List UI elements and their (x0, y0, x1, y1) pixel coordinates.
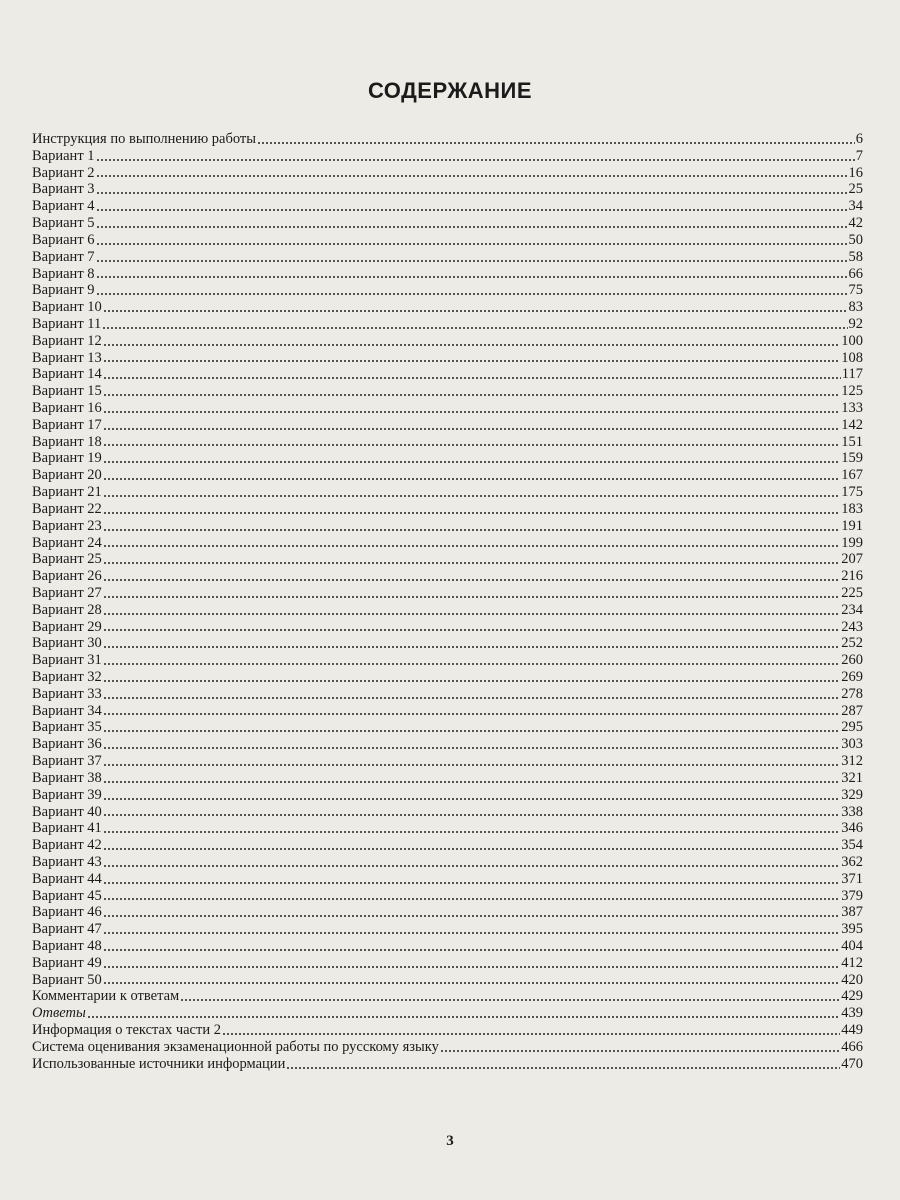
toc-entry-page: 183 (841, 500, 863, 517)
toc-entry (32, 602, 863, 619)
toc-entry-label: Вариант 21 (32, 484, 102, 501)
dot-leader (96, 225, 848, 229)
toc-entry-label: Вариант 37 (32, 753, 102, 770)
toc-entry (32, 568, 863, 585)
dot-leader (180, 998, 840, 1002)
dot-leader (103, 763, 840, 767)
toc-entry-label: Вариант 10 (32, 299, 102, 316)
toc-entry-page: 412 (841, 954, 863, 971)
toc-entry-page: 295 (841, 719, 863, 736)
toc-entry (32, 1022, 863, 1039)
dot-leader (103, 981, 840, 985)
toc-entry-page: 175 (841, 484, 863, 501)
toc-entry-label: Вариант 45 (32, 887, 102, 904)
dot-leader (103, 830, 840, 834)
toc-entry-page: 439 (841, 1005, 863, 1022)
toc-entry-label: Вариант 12 (32, 332, 102, 349)
dot-leader (222, 1032, 840, 1036)
dot-leader (103, 528, 840, 532)
toc-entry (32, 635, 863, 652)
dot-leader (103, 813, 840, 817)
page-number: 3 (446, 1133, 454, 1149)
dot-leader (103, 696, 840, 700)
toc-entry-label: Вариант 6 (32, 231, 95, 248)
toc-entry (32, 266, 863, 283)
dot-leader (103, 847, 840, 851)
dot-leader (103, 443, 840, 447)
toc-entry-label: Вариант 41 (32, 820, 102, 837)
toc-entry-page: 379 (841, 887, 863, 904)
toc-entry (32, 316, 863, 333)
toc-entry (32, 484, 863, 501)
dot-leader (96, 242, 848, 246)
dot-leader (103, 410, 840, 414)
toc-entry (32, 652, 863, 669)
toc-entry-page: 66 (848, 265, 863, 282)
toc-entry-label: Вариант 30 (32, 635, 102, 652)
dot-leader (103, 628, 840, 632)
dot-leader (96, 158, 855, 162)
toc-entry (32, 131, 863, 148)
toc-entry-page: 303 (841, 736, 863, 753)
toc-entry-label: Вариант 48 (32, 938, 102, 954)
toc-entry-label: Вариант 50 (32, 971, 102, 988)
toc-entry-page: 216 (841, 568, 863, 585)
toc-entry-page: 207 (841, 551, 863, 568)
toc-entry (32, 249, 863, 266)
toc-entry-page: 449 (841, 1022, 863, 1039)
toc-entry-page: 252 (841, 635, 863, 652)
dot-leader (103, 897, 840, 901)
toc-entry (32, 1039, 863, 1056)
toc-entry-page: 387 (841, 904, 863, 921)
toc-entry-page: 362 (841, 853, 863, 870)
toc-entry (32, 400, 863, 417)
toc-entry-label: Ответы (32, 1005, 86, 1022)
toc-entry-label: Вариант 29 (32, 618, 102, 635)
dot-leader (87, 1015, 840, 1019)
toc-entry (32, 232, 863, 249)
toc-entry-label: Комментарии к ответам (32, 988, 180, 1005)
toc-entry-page: 395 (841, 921, 863, 938)
toc-entry-page: 429 (841, 988, 863, 1005)
toc-entry (32, 972, 863, 989)
toc-entry-page: 199 (841, 534, 863, 551)
toc-entry (32, 282, 863, 299)
dot-leader (103, 595, 840, 599)
toc-entry-label: Информация о текстах части 2 (32, 1022, 221, 1039)
toc-entry (32, 350, 863, 367)
toc-entry-page: 50 (848, 231, 863, 248)
dot-leader (257, 141, 855, 145)
toc-entry-page: 117 (841, 366, 863, 383)
dot-leader (440, 1049, 840, 1053)
dot-leader (103, 645, 840, 649)
toc-entry-label: Вариант 31 (32, 652, 102, 669)
dot-leader (96, 191, 848, 195)
toc-entry-page: 58 (848, 248, 863, 265)
toc-entry-page: 234 (841, 601, 863, 618)
dot-leader (103, 393, 840, 397)
toc-entry-page: 338 (841, 803, 863, 820)
toc-entry (32, 551, 863, 568)
toc-entry-page: 92 (848, 315, 863, 332)
dot-leader (103, 494, 840, 498)
toc-entry-label: Вариант 18 (32, 433, 102, 450)
toc-entry (32, 871, 863, 888)
toc-entry (32, 299, 863, 316)
toc-entry-page: 108 (841, 349, 863, 366)
toc-entry-label: Вариант 17 (32, 416, 102, 433)
dot-leader (103, 376, 841, 380)
toc-entry-label: Вариант 47 (32, 921, 102, 938)
dot-leader (103, 309, 848, 313)
toc-entry-label: Вариант 24 (32, 534, 102, 551)
toc-entry (32, 165, 863, 182)
toc-entry-label: Вариант 5 (32, 215, 95, 232)
dot-leader (96, 174, 848, 178)
toc-entry (32, 753, 863, 770)
toc-entry-label: Инструкция по выполнению работы (32, 131, 256, 147)
toc-entry (32, 904, 863, 921)
toc-entry-page: 159 (841, 450, 863, 467)
toc-entry (32, 450, 863, 467)
toc-entry-page: 312 (841, 753, 863, 770)
toc-entry (32, 333, 863, 350)
dot-leader (103, 712, 840, 716)
dot-leader (103, 864, 840, 868)
toc-entry-page: 25 (848, 181, 863, 198)
toc-entry (32, 921, 863, 938)
toc-entry-page: 321 (841, 769, 863, 786)
toc-entry-label: Вариант 8 (32, 265, 95, 282)
toc-entry-page: 260 (841, 652, 863, 669)
toc-entry-label: Вариант 28 (32, 601, 102, 618)
toc-entry-page: 100 (841, 332, 863, 349)
toc-entry-page: 16 (848, 164, 863, 181)
toc-entry (32, 837, 863, 854)
toc-entry-page: 420 (841, 971, 863, 988)
toc-entry (32, 988, 863, 1005)
toc-entry-label: Вариант 44 (32, 870, 102, 887)
dot-leader (102, 326, 847, 330)
toc-entry (32, 719, 863, 736)
toc-entry-label: Вариант 14 (32, 366, 102, 383)
toc-entry (32, 148, 863, 165)
toc-entry (32, 366, 863, 383)
toc-entry (32, 820, 863, 837)
toc-entry-label: Вариант 16 (32, 400, 102, 416)
dot-leader (96, 275, 848, 279)
dot-leader (103, 544, 840, 548)
dot-leader (103, 679, 840, 683)
toc-entry (32, 535, 863, 552)
toc-entry-label: Вариант 42 (32, 837, 102, 854)
toc-entry-label: Вариант 39 (32, 786, 102, 803)
toc-entry (32, 181, 863, 198)
toc-entry-page: 34 (848, 198, 863, 215)
toc-entry (32, 888, 863, 905)
toc-entry-page: 354 (841, 837, 863, 854)
page-title: СОДЕРЖАНИЕ (367, 78, 533, 103)
toc-entry-label: Вариант 34 (32, 702, 102, 719)
dot-leader (96, 292, 848, 296)
toc-entry-label: Вариант 43 (32, 853, 102, 870)
dot-leader (103, 914, 840, 918)
toc-entry-label: Вариант 33 (32, 685, 102, 702)
toc-entry (32, 669, 863, 686)
toc-entry-page: 404 (841, 938, 863, 954)
toc-entry-page: 225 (841, 584, 863, 601)
toc-entry (32, 854, 863, 871)
dot-leader (103, 343, 840, 347)
toc-entry-label: Вариант 36 (32, 736, 102, 753)
dot-leader (103, 477, 840, 481)
toc-entry-page: 42 (848, 215, 863, 232)
toc-entry-page: 133 (841, 400, 863, 416)
toc-entry (32, 585, 863, 602)
toc-entry (32, 1056, 863, 1073)
toc-entry-label: Вариант 20 (32, 467, 102, 484)
toc-entry-page: 142 (841, 416, 863, 433)
toc-entry (32, 770, 863, 787)
toc-entry (32, 736, 863, 753)
toc-entry-page: 7 (855, 147, 863, 164)
toc-entry-label: Вариант 35 (32, 719, 102, 736)
toc-entry-page: 269 (841, 669, 863, 685)
dot-leader (96, 259, 848, 263)
toc-entry-label: Вариант 25 (32, 551, 102, 568)
dot-leader (103, 578, 840, 582)
toc-entry (32, 518, 863, 535)
toc-entry (32, 787, 863, 804)
dot-leader (286, 1066, 840, 1070)
toc-entry-label: Вариант 27 (32, 584, 102, 601)
toc-entry (32, 955, 863, 972)
toc-entry-label: Вариант 15 (32, 383, 102, 400)
toc-entry-page: 75 (848, 282, 863, 299)
toc-entry-page: 329 (841, 786, 863, 803)
dot-leader (103, 746, 840, 750)
toc-entry-label: Вариант 7 (32, 248, 95, 265)
dot-leader (96, 208, 848, 212)
toc-entry (32, 417, 863, 434)
toc-entry-label: Вариант 9 (32, 282, 95, 299)
dot-leader (103, 612, 840, 616)
dot-leader (103, 427, 840, 431)
toc-entry-label: Вариант 11 (32, 315, 102, 332)
dot-leader (103, 931, 840, 935)
dot-leader (103, 662, 840, 666)
toc-entry-label: Вариант 46 (32, 904, 102, 921)
toc-entry-label: Вариант 23 (32, 517, 102, 534)
toc-entry-label: Вариант 32 (32, 669, 102, 685)
dot-leader (103, 729, 840, 733)
toc-entry-page: 125 (841, 383, 863, 400)
toc-entry-page: 466 (841, 1038, 863, 1055)
dot-leader (103, 359, 840, 363)
toc-entry-page: 191 (841, 517, 863, 534)
toc-entry (32, 215, 863, 232)
dot-leader (103, 881, 840, 885)
toc-entry-label: Вариант 4 (32, 198, 95, 215)
table-of-contents (32, 131, 863, 1073)
toc-entry (32, 198, 863, 215)
toc-entry (32, 703, 863, 720)
toc-entry-label: Вариант 2 (32, 164, 95, 181)
toc-entry-label: Вариант 1 (32, 147, 95, 164)
toc-entry-page: 371 (841, 870, 863, 887)
toc-entry (32, 619, 863, 636)
dot-leader (103, 780, 840, 784)
dot-leader (103, 797, 840, 801)
toc-entry (32, 467, 863, 484)
toc-entry-page: 346 (841, 820, 863, 837)
toc-entry-page: 6 (855, 131, 863, 147)
toc-entry (32, 434, 863, 451)
toc-entry-page: 470 (841, 1055, 863, 1072)
toc-entry-label: Вариант 22 (32, 500, 102, 517)
dot-leader (103, 948, 840, 952)
toc-entry (32, 501, 863, 518)
toc-entry-page: 243 (841, 618, 863, 635)
toc-entry (32, 686, 863, 703)
toc-entry-page: 83 (848, 299, 863, 316)
toc-entry-label: Система оценивания экзаменационной работы по русскому языку (32, 1038, 439, 1055)
toc-entry-page: 287 (841, 702, 863, 719)
dot-leader (103, 965, 840, 969)
toc-entry-label: Вариант 13 (32, 349, 102, 366)
toc-entry-label: Вариант 3 (32, 181, 95, 198)
toc-entry-label: Вариант 26 (32, 568, 102, 585)
toc-entry-label: Вариант 19 (32, 450, 102, 467)
dot-leader (103, 460, 840, 464)
toc-entry (32, 383, 863, 400)
toc-entry-page: 167 (841, 467, 863, 484)
toc-entry-page: 151 (841, 433, 863, 450)
toc-entry-label: Вариант 38 (32, 769, 102, 786)
toc-entry (32, 804, 863, 821)
toc-entry-label: Использованные источники информации (32, 1055, 286, 1072)
toc-entry-page: 278 (841, 685, 863, 702)
toc-entry-label: Вариант 49 (32, 954, 102, 971)
toc-entry (32, 1005, 863, 1022)
toc-entry (32, 938, 863, 955)
toc-entry-label: Вариант 40 (32, 803, 102, 820)
dot-leader (103, 561, 840, 565)
dot-leader (103, 511, 840, 515)
